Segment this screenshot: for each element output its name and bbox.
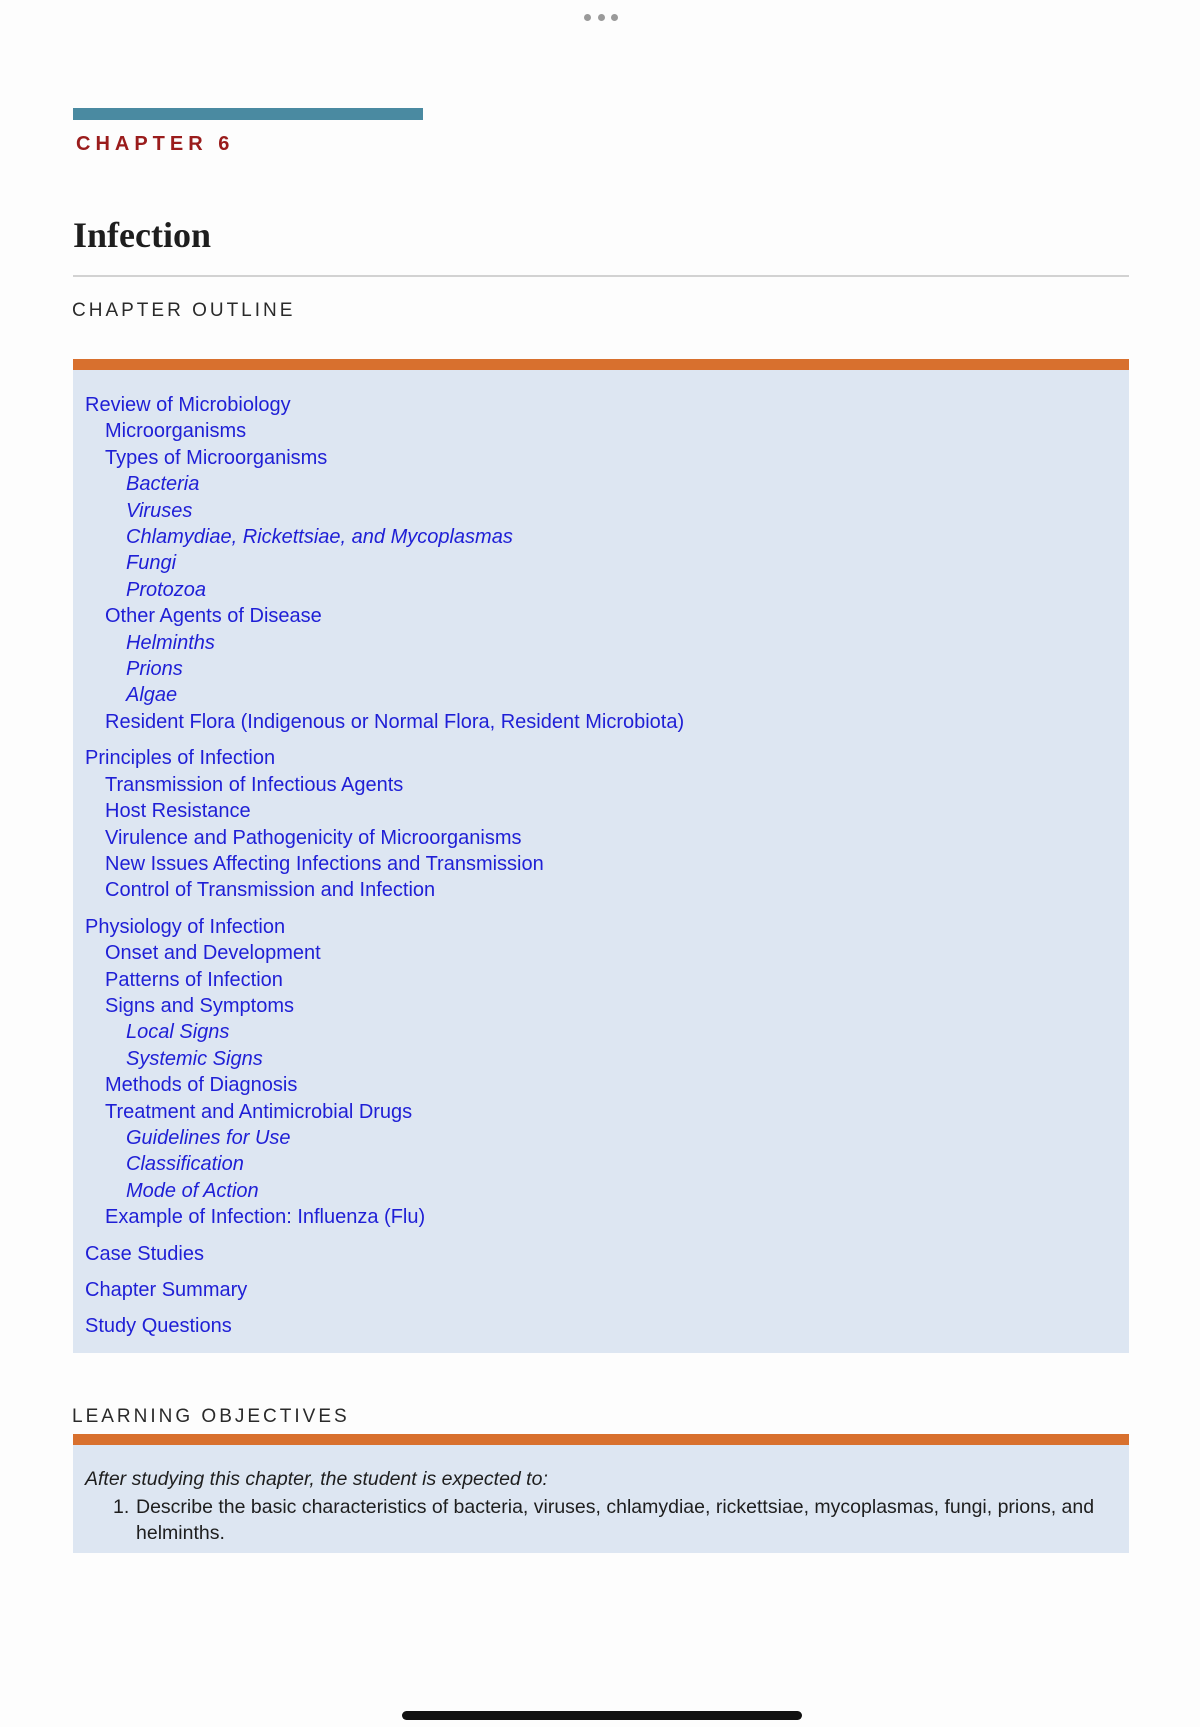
chapter-accent-bar xyxy=(73,108,423,120)
objective-number: 1. xyxy=(113,1496,130,1518)
outline-link[interactable]: Prions xyxy=(126,658,183,681)
outline-link[interactable]: Case Studies xyxy=(85,1242,204,1265)
outline-link[interactable]: Types of Microorganisms xyxy=(105,446,328,469)
outline-link[interactable]: Example of Infection: Influenza (Flu) xyxy=(105,1206,426,1229)
objectives-accent-bar xyxy=(73,1434,1129,1445)
objective-item xyxy=(113,1494,1113,1547)
objectives-intro: After studying this chapter, the student is expected to: xyxy=(85,1468,548,1490)
outline-link[interactable]: New Issues Affecting Infections and Transmission xyxy=(105,852,544,875)
objective-text: Describe the basic characteristics of bacteria, viruses, chlamydiae, rickettsiae, mycoplasmas, fungi, prions, and helminths. xyxy=(136,1496,1095,1545)
outline-link[interactable]: Helminths xyxy=(126,631,215,654)
chapter-outline-panel xyxy=(73,370,1129,1353)
outline-link[interactable]: Treatment and Antimicrobial Drugs xyxy=(105,1100,413,1123)
outline-link[interactable]: Principles of Infection xyxy=(85,747,276,770)
outline-link[interactable]: Microorganisms xyxy=(105,420,247,443)
page-title: Infection xyxy=(73,215,211,255)
outline-link[interactable]: Viruses xyxy=(126,499,193,522)
outline-link[interactable]: Patterns of Infection xyxy=(105,968,283,991)
outline-link[interactable]: Control of Transmission and Infection xyxy=(105,879,436,902)
outline-link[interactable]: Algae xyxy=(126,684,178,707)
outline-link[interactable]: Other Agents of Disease xyxy=(105,605,322,628)
outline-link[interactable]: Systemic Signs xyxy=(126,1047,263,1070)
outline-link[interactable]: Resident Flora (Indigenous or Normal Flora, Resident Microbiota) xyxy=(105,710,685,733)
outline-link[interactable]: Methods of Diagnosis xyxy=(105,1074,298,1097)
home-indicator[interactable] xyxy=(402,1711,802,1720)
outline-link[interactable]: Local Signs xyxy=(126,1021,230,1044)
outline-link[interactable]: Bacteria xyxy=(126,473,200,496)
outline-link[interactable]: Chapter Summary xyxy=(85,1279,248,1301)
outline-link[interactable]: Physiology of Infection xyxy=(85,915,286,938)
outline-link[interactable]: Mode of Action xyxy=(126,1179,259,1202)
outline-link[interactable]: Study Questions xyxy=(85,1315,232,1338)
learning-objectives-panel xyxy=(73,1445,1129,1553)
chapter-outline-heading: CHAPTER OUTLINE xyxy=(72,300,296,321)
outline-link[interactable]: Protozoa xyxy=(126,578,207,601)
outline-link[interactable]: Fungi xyxy=(126,552,177,575)
dot xyxy=(598,14,605,21)
outline-link[interactable]: Onset and Development xyxy=(105,942,321,965)
outline-accent-bar xyxy=(73,359,1129,370)
outline-link[interactable]: Signs and Symptoms xyxy=(105,994,294,1017)
outline-link[interactable]: Guidelines for Use xyxy=(126,1126,291,1149)
dot xyxy=(584,14,591,21)
outline-list xyxy=(85,392,684,1340)
outline-link[interactable]: Virulence and Pathogenicity of Microorganisms xyxy=(105,826,522,849)
outline-link[interactable]: Host Resistance xyxy=(105,800,251,823)
chapter-label: CHAPTER 6 xyxy=(76,133,235,155)
dot xyxy=(611,14,618,21)
title-divider xyxy=(73,275,1129,277)
more-options-icon[interactable] xyxy=(584,12,618,22)
outline-link[interactable]: Classification xyxy=(126,1153,244,1176)
outline-link[interactable]: Transmission of Infectious Agents xyxy=(105,773,404,796)
outline-link[interactable]: Chlamydiae, Rickettsiae, and Mycoplasmas xyxy=(126,526,513,549)
outline-link[interactable]: Review of Microbiology xyxy=(85,394,291,416)
learning-objectives-heading: LEARNING OBJECTIVES xyxy=(72,1406,350,1427)
